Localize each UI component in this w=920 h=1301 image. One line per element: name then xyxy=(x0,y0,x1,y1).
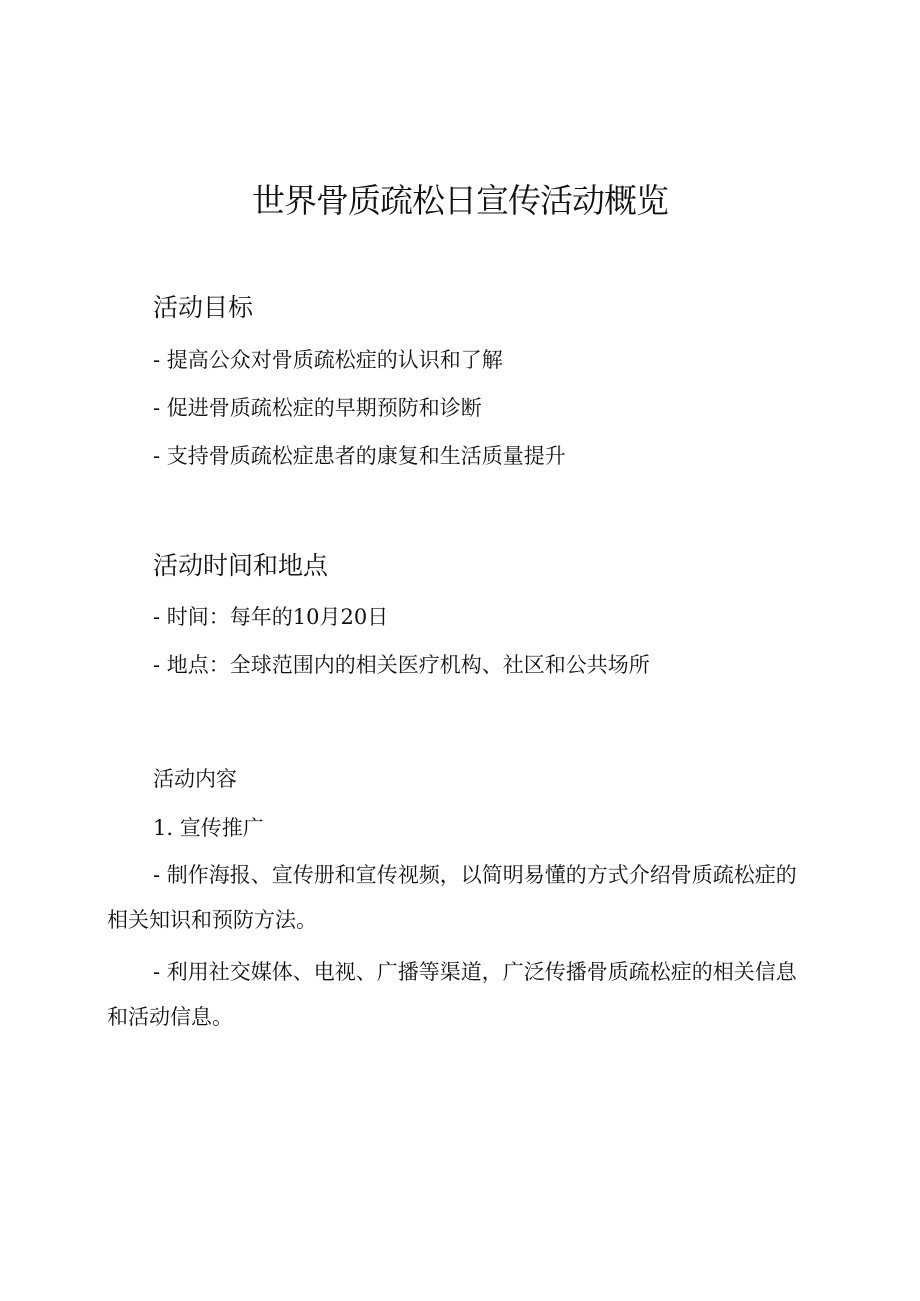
goal-item: - 提高公众对骨质疏松症的认识和了解 xyxy=(153,348,503,372)
goal-item: - 支持骨质疏松症患者的康复和生活质量提升 xyxy=(153,444,566,468)
section-heading-content: 活动内容 xyxy=(153,767,237,791)
content-paragraph: - 利用社交媒体、电视、广播等渠道，广泛传播骨质疏松症的相关信息和活动信息。 xyxy=(107,960,797,1029)
content-subheading: 1. 宣传推广 xyxy=(153,816,264,840)
time-place-item: - 时间：每年的10月20日 xyxy=(153,605,389,629)
content-paragraph: - 制作海报、宣传册和宣传视频，以简明易懂的方式介绍骨质疏松症的相关知识和预防方法。 xyxy=(107,863,797,932)
section-heading-goals: 活动目标 xyxy=(153,293,254,322)
section-heading-time-place: 活动时间和地点 xyxy=(153,551,329,580)
goal-item: - 促进骨质疏松症的早期预防和诊断 xyxy=(153,396,482,420)
document-title: 世界骨质疏松日宣传活动概览 xyxy=(252,181,668,220)
time-place-item: - 地点：全球范围内的相关医疗机构、社区和公共场所 xyxy=(153,653,650,677)
